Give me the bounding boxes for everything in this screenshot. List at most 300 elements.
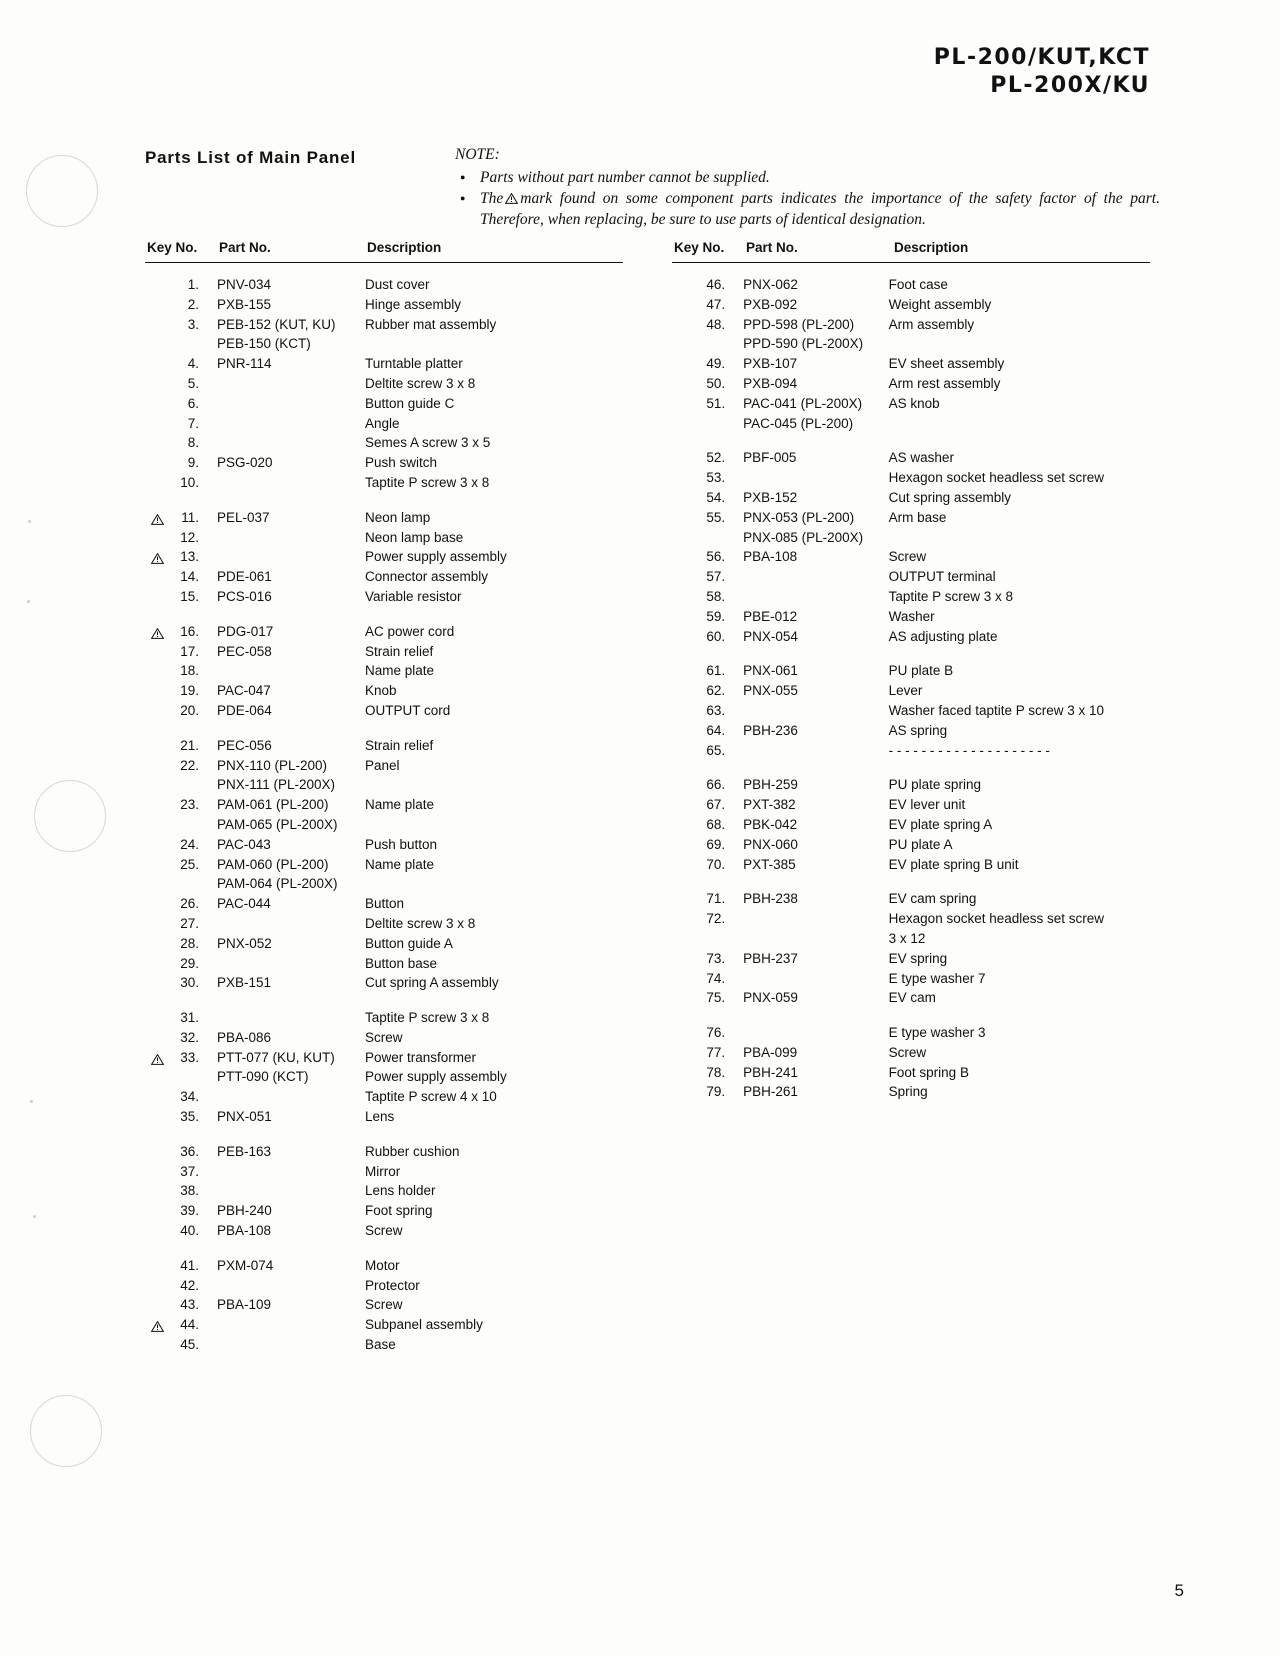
cell-part-no: PNX-110 (PL-200) [217,757,328,773]
parts-table-left [145,240,645,1355]
cell-description: Deltite screw 3 x 8 [365,375,476,391]
warning-triangle-icon [151,511,164,522]
cell-key-no: 18. [180,663,199,679]
table-row [145,567,645,587]
cell-description: Hexagon socket headless set screw [888,911,1105,927]
cell-description: Dust cover [365,277,430,292]
table-row [145,1087,645,1107]
cell-part-no: PBE-012 [743,608,798,624]
cell-key-no: 43. [180,1297,199,1313]
cell-key-no: 1. [187,277,199,292]
cell-description: Arm base [888,509,947,525]
cell-part-no: PBF-005 [743,450,797,466]
cell-part-no: PNV-034 [217,277,272,292]
cell-part-no: PAM-064 (PL-200X) [217,876,338,892]
cell-part-no: PAC-047 [217,683,271,699]
table-row [145,874,645,894]
cell-part-no: PBA-099 [743,1044,798,1060]
cell-description: Arm rest assembly [888,375,1001,391]
cell-description: EV lever unit [888,797,966,813]
cell-part-no: PSG-020 [217,455,273,471]
cell-key-no: 36. [180,1143,199,1159]
table-row [145,1008,645,1028]
cell-description: Motor [365,1257,400,1273]
table-row [672,661,1164,681]
scan-artifact [30,1395,102,1467]
cell-key-no: 34. [180,1089,199,1105]
cell-key-no: 65. [706,742,726,758]
cell-description: 3 x 12 [888,930,926,946]
cell-key-no: 11. [145,508,217,528]
cell-description: Washer faced taptite P screw 3 x 10 [888,702,1105,718]
cell-part-no: PXB-092 [743,296,798,312]
cell-part-no: PXM-074 [217,1257,274,1273]
table-row [145,1335,645,1355]
header-rule [145,262,623,263]
cell-description: Semes A screw 3 x 5 [365,435,491,451]
cell-key-no: 78. [706,1064,726,1080]
cell-description: Name plate [365,797,435,813]
cell-key-no: 73. [706,950,726,966]
cell-part-no: PNX-052 [217,935,272,951]
model-header [934,44,1150,100]
table-row [672,909,1164,929]
cell-key-no: 19. [180,683,199,699]
warning-triangle-icon [505,193,518,204]
table-row [672,795,1164,815]
cell-description: Panel [365,757,400,773]
cell-description: Hinge assembly [365,296,462,312]
cell-key-no: 4. [187,356,199,372]
cell-key-no: 23. [180,797,199,813]
table-row [145,954,645,974]
table-row [145,1256,645,1276]
warning-triangle-icon [151,625,164,636]
cell-key-no: 76. [706,1025,726,1041]
table-row [672,1023,1164,1043]
cell-part-no: PPD-598 (PL-200) [743,316,855,332]
cell-description: Strain relief [365,737,434,753]
cell-description: Protector [365,1277,420,1293]
page-number: 5 [1174,1581,1184,1600]
cell-key-no: 21. [180,737,199,753]
table-row [145,528,645,548]
cell-description: EV plate spring A [888,816,993,832]
cell-description: Screw [365,1029,403,1045]
table-row [145,547,645,567]
cell-key-no: 30. [180,975,199,991]
table-row [145,508,645,528]
table-row [145,914,645,934]
note-label: NOTE: [455,146,500,163]
cell-description: Foot spring [365,1203,433,1219]
cell-description: Foot spring B [888,1064,969,1080]
table-row [145,1221,645,1241]
cell-description: Name plate [365,663,435,679]
cell-part-no: PTT-077 (KU, KUT) [217,1049,335,1065]
cell-key-no: 52. [706,450,726,466]
cell-part-no: PAC-041 (PL-200X) [743,395,863,411]
cell-key-no: 72. [706,911,726,927]
table-row [672,587,1164,607]
cell-key-no: 20. [180,702,199,718]
cell-part-no: PBH-261 [743,1084,798,1100]
cell-part-no: PBH-240 [217,1203,272,1219]
table-row [145,334,645,354]
cell-part-no: PNX-059 [743,990,798,1006]
cell-description: Button base [365,955,438,971]
table-row [672,374,1164,394]
cell-description: Taptite P screw 3 x 8 [888,588,1013,604]
cell-key-no: 66. [706,777,726,793]
cell-description: Turntable platter [365,356,463,372]
table-row [672,775,1164,795]
table-row [672,607,1164,627]
cell-key-no: 6. [187,395,199,411]
cell-description: - - - - - - - - - - - - - - - - - - - - [888,742,1050,758]
warning-triangle-icon [151,1051,164,1062]
table-row [145,1048,645,1068]
cell-part-no: PAM-060 (PL-200) [217,856,329,872]
cell-description: Screw [888,549,927,565]
cell-key-no: 8. [187,435,199,451]
cell-description: Button guide A [365,935,453,951]
cell-description: EV plate spring B unit [888,856,1019,872]
note-list [455,168,1160,231]
cell-description: Button guide C [365,395,455,411]
cell-key-no: 54. [706,489,726,505]
table-row [145,1107,645,1127]
table-row [672,354,1164,374]
cell-description: PU plate B [888,663,954,679]
table-row [672,681,1164,701]
column-header-part-no: Part No. [746,240,798,255]
table-row [672,889,1164,909]
cell-description: Knob [365,683,397,699]
cell-description: Lens holder [365,1183,436,1199]
cell-key-no: 9. [187,455,199,471]
cell-part-no: PEC-056 [217,737,272,753]
table-row [145,795,645,815]
table-row [145,642,645,662]
cell-description: Deltite screw 3 x 8 [365,915,476,931]
cell-description: Push button [365,836,438,852]
cell-part-no: PAC-043 [217,836,271,852]
cell-key-no: 35. [180,1109,199,1125]
cell-part-no: PDG-017 [217,623,274,639]
cell-key-no: 79. [706,1084,726,1100]
cell-key-no: 7. [187,415,199,431]
table-header-left [145,240,645,262]
table-row [672,394,1164,414]
table-row [145,973,645,993]
cell-part-no: PBA-108 [743,549,798,565]
table-row [672,969,1164,989]
table-row [145,1181,645,1201]
cell-part-no: PNX-054 [743,628,798,644]
cell-description: Lens [365,1109,395,1125]
table-row [672,855,1164,875]
cell-key-no: 61. [706,663,726,679]
cell-key-no: 63. [706,702,726,718]
cell-key-no: 37. [180,1163,199,1179]
table-row [145,295,645,315]
cell-key-no: 26. [180,896,199,912]
cell-description: Taptite P screw 3 x 8 [365,1010,490,1026]
cell-description: Weight assembly [888,296,992,312]
table-row [145,855,645,875]
warning-triangle-icon [151,1318,164,1329]
cell-description: AS knob [888,395,940,411]
cell-key-no: 57. [706,569,726,585]
cell-part-no: PBH-241 [743,1064,798,1080]
table-row [145,661,645,681]
cell-key-no: 44. [145,1315,217,1335]
cell-part-no: PAC-045 (PL-200) [743,415,854,431]
table-row [145,473,645,493]
note-item-2-post: mark found on some component parts indicates the importance of the safety factor of the part. Therefore, when replacing, be sure to use parts of identical designation. [480,190,1160,228]
cell-description: AS spring [888,722,948,738]
cell-key-no: 74. [706,970,726,986]
cell-key-no: 71. [706,891,726,907]
table-row [672,835,1164,855]
cell-key-no: 41. [180,1257,199,1273]
cell-description: Spring [888,1084,928,1100]
cell-description: PU plate A [888,836,953,852]
table-row [672,334,1164,354]
cell-key-no: 3. [187,316,199,332]
cell-description: AS adjusting plate [888,628,998,644]
table-row [672,448,1164,468]
cell-key-no: 70. [706,856,726,872]
model-header-line-1: PL-200/KUT,KCT [933,45,1150,70]
table-row [672,949,1164,969]
table-row [145,1067,645,1087]
cell-part-no: PNX-060 [743,836,798,852]
cell-part-no: PPD-590 (PL-200X) [743,336,864,352]
column-header-description: Description [894,240,969,255]
cell-description: Lever [888,683,923,699]
cell-key-no: 2. [187,296,199,312]
table-header-right [672,240,1164,262]
cell-description: Neon lamp base [365,529,464,545]
cell-description: Screw [365,1297,403,1313]
column-header-key-no: Key No. [147,240,198,255]
table-row [672,528,1164,548]
cell-key-no: 77. [706,1044,726,1060]
table-row [672,1082,1164,1102]
header-rule [672,262,1150,263]
cell-description: Rubber cushion [365,1143,460,1159]
cell-key-no: 38. [180,1183,199,1199]
cell-description: Base [365,1337,396,1353]
cell-key-no: 47. [706,296,726,312]
scan-speck [33,1215,36,1218]
cell-key-no: 55. [706,509,726,525]
table-row [145,1142,645,1162]
cell-description: Taptite P screw 4 x 10 [365,1089,497,1105]
cell-part-no: PDE-064 [217,702,272,718]
cell-part-no: PXB-155 [217,296,272,312]
cell-description: EV cam spring [888,891,977,907]
table-row [145,275,645,295]
cell-key-no: 31. [180,1010,199,1026]
cell-key-no: 17. [180,643,199,659]
cell-part-no: PAC-044 [217,896,271,912]
scan-artifact [34,780,106,852]
cell-part-no: PBH-236 [743,722,798,738]
table-row [145,681,645,701]
cell-part-no: PBK-042 [743,816,798,832]
cell-description: Angle [365,415,400,431]
cell-key-no: 53. [706,470,726,486]
cell-key-no: 51. [706,395,726,411]
cell-key-no: 13. [145,547,217,567]
cell-part-no: PXB-152 [743,489,798,505]
table-row [145,1315,645,1335]
cell-part-no: PNX-062 [743,277,798,292]
cell-key-no: 32. [180,1029,199,1045]
cell-description: Hexagon socket headless set screw [888,470,1105,486]
cell-part-no: PCS-016 [217,588,272,604]
column-header-part-no: Part No. [219,240,271,255]
table-row [145,1028,645,1048]
cell-description: Power supply assembly [365,549,507,565]
model-header-line-2: PL-200X/KU [990,73,1150,98]
cell-part-no: PEC-058 [217,643,272,659]
cell-key-no: 49. [706,356,726,372]
cell-part-no: PDE-061 [217,569,272,585]
cell-description: E type washer 3 [888,1025,986,1041]
table-row [145,433,645,453]
cell-part-no: PNX-111 (PL-200X) [217,777,336,793]
cell-description: Washer [888,608,935,624]
cell-key-no: 29. [180,955,199,971]
note-item-1: ● Parts without part number cannot be supplied. [455,168,1160,189]
table-row [672,295,1164,315]
scan-artifact [26,155,98,227]
table-row [145,453,645,473]
table-row [145,701,645,721]
parts-table-right [672,240,1164,1102]
table-row [145,815,645,835]
table-row [672,815,1164,835]
table-row [672,275,1164,295]
cell-part-no: PEL-037 [217,509,270,525]
cell-description: Taptite P screw 3 x 8 [365,474,490,490]
cell-key-no: 39. [180,1203,199,1219]
cell-part-no: PEB-163 [217,1143,272,1159]
table-row [145,587,645,607]
cell-description: EV spring [888,950,948,966]
cell-key-no: 25. [180,856,199,872]
cell-part-no: PBH-237 [743,950,798,966]
cell-key-no: 5. [187,375,199,391]
table-row [145,1276,645,1296]
table-row [672,567,1164,587]
scan-speck [27,600,30,603]
cell-part-no: PXT-382 [743,797,796,813]
cell-description: EV cam [888,990,936,1006]
table-row [672,721,1164,741]
note-item-2 [455,189,1160,230]
cell-description: Push switch [365,455,438,471]
cell-key-no: 48. [706,316,726,332]
table-body-right [672,275,1164,1102]
cell-key-no: 33. [145,1048,217,1068]
scan-speck [28,520,31,523]
scan-speck [30,1100,33,1103]
table-row [672,468,1164,488]
table-row [672,701,1164,721]
table-row [672,315,1164,335]
cell-part-no: PBA-109 [217,1297,272,1313]
cell-part-no: PBH-238 [743,891,798,907]
table-row [145,775,645,795]
table-row [145,1162,645,1182]
cell-part-no: PXB-151 [217,975,272,991]
cell-key-no: 27. [180,915,199,931]
table-row [672,929,1164,949]
cell-description: Power transformer [365,1049,477,1065]
cell-key-no: 42. [180,1277,199,1293]
table-row [145,894,645,914]
table-body-left [145,275,645,1355]
cell-key-no: 16. [145,622,217,642]
table-row [145,315,645,335]
table-row [145,934,645,954]
cell-description: Mirror [365,1163,401,1179]
cell-description: Foot case [888,277,948,292]
cell-part-no: PXB-094 [743,375,798,391]
cell-key-no: 45. [180,1337,199,1353]
table-row [672,1063,1164,1083]
cell-description: Subpanel assembly [365,1317,483,1333]
table-row [145,394,645,414]
cell-description: Name plate [365,856,435,872]
cell-part-no: PNX-061 [743,663,798,679]
cell-key-no: 14. [180,569,199,585]
cell-part-no: PNX-053 (PL-200) [743,509,855,525]
page-title: Parts List of Main Panel [145,148,356,167]
cell-description: Power supply assembly [365,1069,507,1085]
cell-description: Cut spring assembly [888,489,1011,505]
cell-key-no: 60. [706,628,726,644]
cell-description: Connector assembly [365,569,489,585]
cell-part-no: PXT-385 [743,856,796,872]
cell-key-no: 69. [706,836,726,852]
table-row [672,488,1164,508]
cell-part-no: PBH-259 [743,777,798,793]
cell-key-no: 10. [180,474,199,490]
cell-part-no: PNR-114 [217,356,272,372]
note-block [455,145,1160,231]
cell-part-no: PNX-055 [743,683,798,699]
cell-description: Rubber mat assembly [365,316,497,332]
cell-part-no: PEB-152 (KUT, KU) [217,316,336,332]
table-row [672,414,1164,434]
cell-key-no: 75. [706,990,726,1006]
cell-part-no: PBA-108 [217,1223,272,1239]
table-row [145,414,645,434]
table-row [672,741,1164,761]
table-row [145,736,645,756]
table-row [145,354,645,374]
cell-description: AC power cord [365,623,455,639]
cell-description: E type washer 7 [888,970,986,986]
cell-description: Variable resistor [365,588,462,604]
cell-part-no: PNX-085 (PL-200X) [743,529,864,545]
